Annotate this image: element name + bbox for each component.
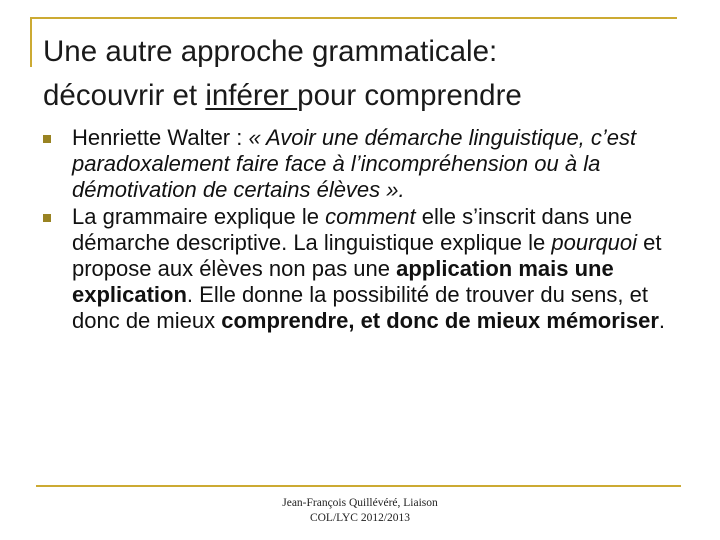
left-rule	[30, 17, 32, 67]
top-rule	[30, 17, 677, 19]
slide-footer	[0, 496, 720, 526]
bullet-item-2: La grammaire explique le comment elle s’inscrit dans une démarche descriptive. La linguistique explique le pourquoi et propose aux élèves non pas une application mais une explication. Elle donne la possibilité de trouver du sens, et donc de mieux comprendre, et donc de mieux mémoriser.	[43, 204, 683, 335]
footer-author: Jean-François Quillévéré, Liaison	[282, 497, 438, 509]
title-underlined-word: inférer	[205, 79, 298, 112]
bullet-square-icon	[43, 214, 51, 222]
title-line-2c: pour comprendre	[297, 79, 522, 112]
slide-title	[43, 30, 683, 118]
bullet-1-text-a: Henriette Walter :	[72, 125, 249, 150]
bullet-list	[43, 125, 683, 335]
italic-comment: comment	[325, 203, 416, 229]
bullet-item-1	[43, 125, 683, 204]
title-line-2a: découvrir et	[43, 79, 206, 112]
title-line-1: Une autre approche grammaticale:	[43, 35, 498, 68]
bullet-square-icon	[43, 135, 51, 143]
bold-memoriser: comprendre, et donc de mieux mémoriser	[221, 308, 659, 334]
bold-application: application mais une explication	[72, 256, 614, 308]
italic-pourquoi: pourquoi	[551, 229, 638, 255]
bullet-1-quote: « Avoir une démarche linguistique, c’est paradoxalement faire face à l’incompréhension ou à la démotivation de certains élèves ».	[72, 125, 637, 203]
footer-course: COL/LYC 2012/2013	[309, 512, 411, 524]
bottom-rule	[36, 485, 681, 487]
